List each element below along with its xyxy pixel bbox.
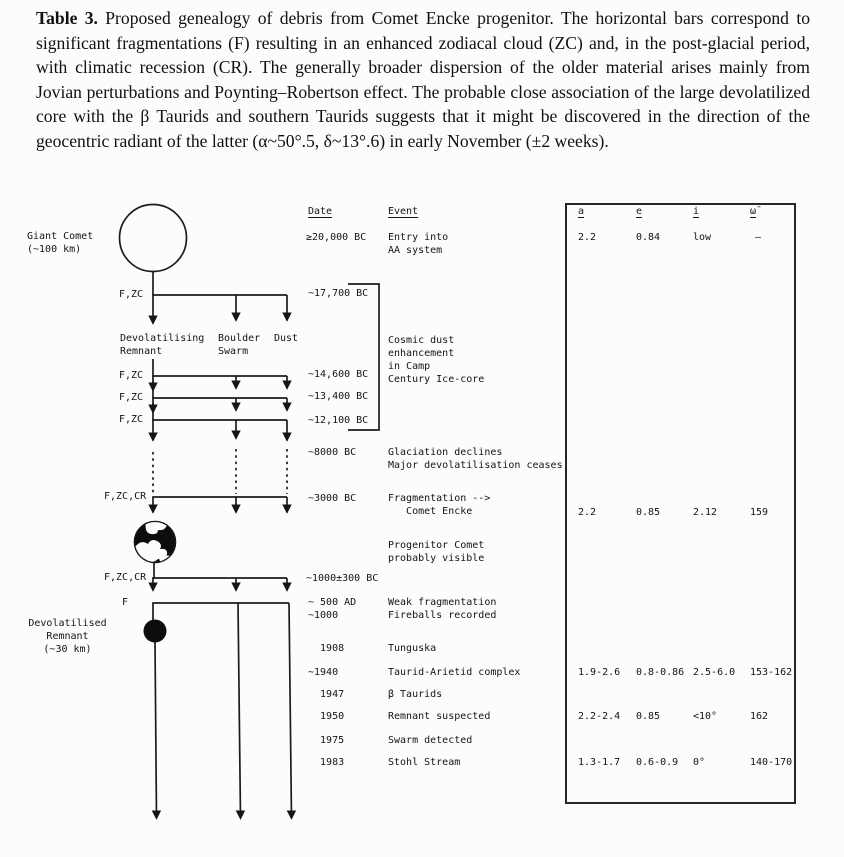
date-column-header: Date	[308, 206, 333, 217]
event-entry: Taurid-Arietid complex	[388, 667, 521, 678]
orbital-cell-omega: –	[755, 232, 762, 243]
earth-icon	[135, 519, 176, 565]
date-entry: ~ 500 AD	[308, 597, 357, 608]
caption-text: Proposed genealogy of debris from Comet Encke progenitor. The horizontal bars correspond to significant fragmentations (F) resulting in an enhanced zodiacal cloud (ZC) and, in the post-glacial period, with climatic recession (CR). The generally broader dispersion of the older material arises mainly from Jovian perturbations and Poynting–Robertson effect. The probable close association of the large devolatilized core with the β Taurids and southern Taurids suggests that it might be discovered in the direction of the geocentric radiant of the latter (α~50°.5, δ~13°.6) in early November (±2 weeks).	[36, 8, 810, 151]
event-entry: Remnant suspected	[388, 711, 491, 722]
orbital-cell-e: 0.6-0.9	[636, 757, 679, 768]
event-entry: Entry into AA system	[388, 232, 449, 256]
frag-label-f-zc-cr-1: F,ZC,CR	[104, 491, 147, 502]
frag-label-f-zc-1: F,ZC	[119, 289, 144, 300]
date-entry: ~14,600 BC	[308, 369, 369, 380]
orbital-cell-a: 1.9-2.6	[578, 667, 621, 678]
orbital-cell-a: 2.2-2.4	[578, 711, 621, 722]
date-entry: ~13,400 BC	[308, 391, 369, 402]
orbital-header-i: i	[693, 206, 700, 217]
orbital-cell-a: 1.3-1.7	[578, 757, 621, 768]
frag-label-f-zc-3: F,ZC	[119, 392, 144, 403]
date-group-bracket	[348, 284, 379, 430]
orbital-cell-a: 2.2	[578, 507, 597, 518]
frag-label-f-zc-4: F,ZC	[119, 414, 144, 425]
event-column-header: Event	[388, 206, 419, 217]
orbital-cell-e: 0.8-0.86	[636, 667, 685, 678]
giant-comet-label: Giant Comet (~100 km)	[27, 231, 94, 255]
orbital-cell-omega: 162	[750, 711, 769, 722]
event-entry: Fireballs recorded	[388, 610, 497, 621]
date-entry: ~3000 BC	[308, 493, 357, 504]
event-entry: Cosmic dust enhancement in Camp Century Ice-core	[388, 335, 485, 385]
date-entry: 1950	[308, 711, 345, 722]
date-entry: ~1000±300 BC	[306, 573, 379, 584]
orbital-cell-i: low	[693, 232, 712, 243]
date-entry: ~1940	[308, 667, 339, 678]
event-entry: Stohl Stream	[388, 757, 461, 768]
orbital-header-a: a	[578, 206, 585, 217]
orbital-cell-i: 2.12	[693, 507, 718, 518]
orbital-cell-omega: 159	[750, 507, 769, 518]
orbital-cell-i: <10°	[693, 711, 718, 722]
event-entry: Glaciation declines Major devolatilisation ceases	[388, 447, 563, 471]
frag-label-f: F	[122, 597, 129, 608]
frag-label-f-zc-2: F,ZC	[119, 370, 144, 381]
event-entry: Fragmentation --> Comet Encke	[388, 493, 491, 517]
caption-table-number: Table 3.	[36, 8, 98, 28]
orbital-cell-i: 0°	[693, 757, 706, 768]
devolatilised-remnant-label: Devolatilised Remnant (~30 km)	[28, 618, 107, 655]
date-entry: ~17,700 BC	[308, 288, 369, 299]
date-entry: 1983	[308, 757, 345, 768]
date-entry: 1908	[308, 643, 345, 654]
orbital-cell-e: 0.85	[636, 711, 661, 722]
event-entry: Tunguska	[388, 643, 437, 654]
frag-label-f-zc-cr-2: F,ZC,CR	[104, 572, 147, 583]
orbital-cell-i: 2.5-6.0	[693, 667, 736, 678]
date-entry: ~8000 BC	[308, 447, 357, 458]
date-entry: ≥20,000 BC	[306, 232, 367, 243]
event-entry: Weak fragmentation	[388, 597, 497, 608]
giant-comet-circle	[120, 205, 187, 272]
date-entry: ~1000	[308, 610, 339, 621]
event-entry: Progenitor Comet probably visible	[388, 540, 485, 564]
date-entry: ~12,100 BC	[308, 415, 369, 426]
event-entry: Swarm detected	[388, 735, 473, 746]
orbital-cell-e: 0.85	[636, 507, 661, 518]
product-label-boulder-swarm: Boulder Swarm	[218, 333, 261, 357]
orbital-header-omega-bar: ω̄	[750, 206, 757, 217]
orbital-cell-e: 0.84	[636, 232, 661, 243]
event-entry: β Taurids	[388, 689, 443, 700]
orbital-header-e: e	[636, 206, 643, 217]
devolatilised-remnant-circle	[144, 620, 167, 643]
date-entry: 1975	[308, 735, 345, 746]
product-label-dust: Dust	[274, 333, 299, 344]
product-label-devolatilising-remnant: Devolatilising Remnant	[120, 333, 205, 357]
date-entry: 1947	[308, 689, 345, 700]
orbital-cell-a: 2.2	[578, 232, 597, 243]
orbital-cell-omega: 140-170	[750, 757, 793, 768]
orbital-cell-omega: 153-162	[750, 667, 793, 678]
